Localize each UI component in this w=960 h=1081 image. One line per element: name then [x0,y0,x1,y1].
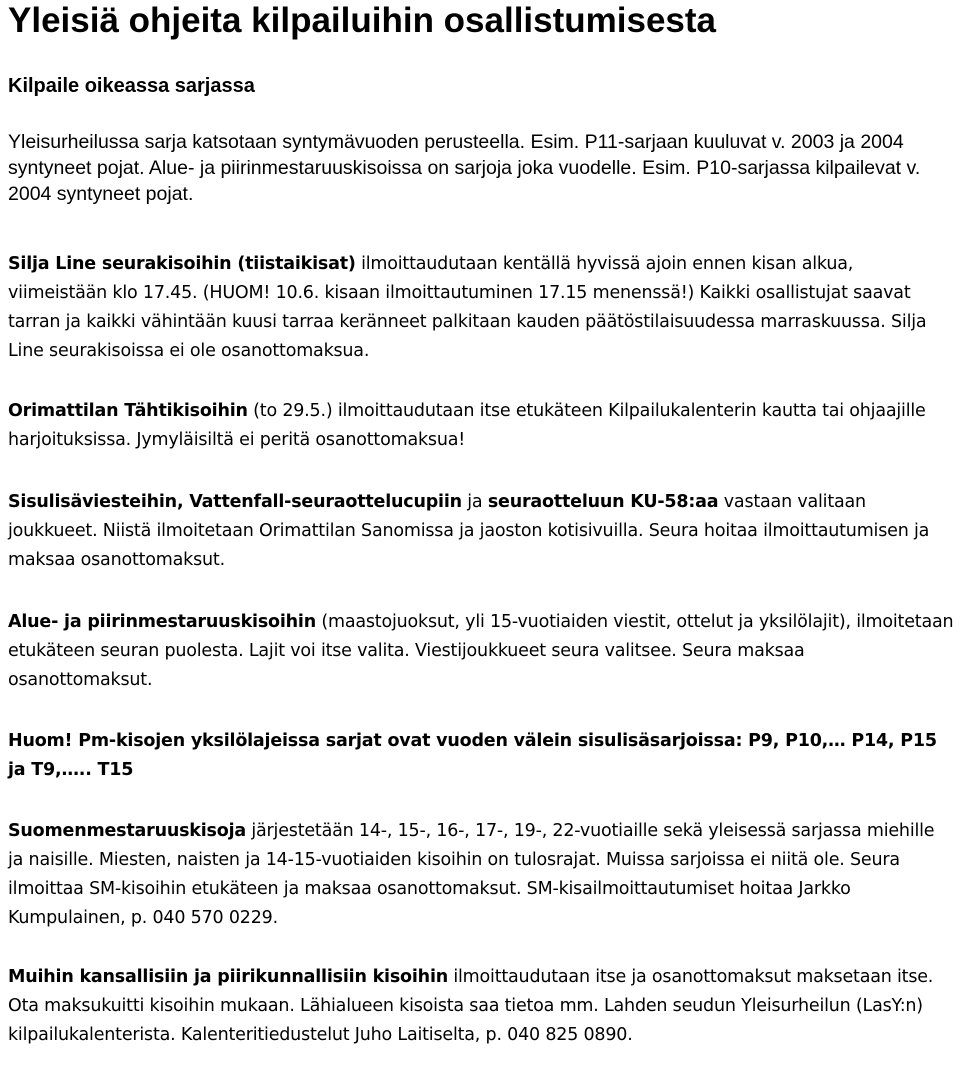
sm-heading: Suomenmestaruuskisoja [8,821,246,841]
alue-text: (maastojuoksut, yli 15-vuotiaiden viestit, ottelut ja yksilölajit), ilmoitetaan etukäteen seuran puolesta. Lajit voi itse valita. Viestijoukkueet seura valitsee. Seura maksaa osanottomaksut. [8,612,954,690]
page-title: Yleisiä ohjeita kilpailuihin osallistumisesta [8,1,717,40]
orimattila-paragraph [8,397,954,455]
section-heading: Kilpaile oikeassa sarjassa [8,75,255,97]
sisulisa-heading-2: seuraotteluun KU-58:aa [487,492,719,512]
muihin-text: ilmoittaudutaan itse ja osanottomaksut maksetaan itse. Ota maksukuitti kisoihin mukaan. Lähialueen kisoista saa tietoa mm. Lahden seudun Yleisurheilun (LasY:n) kilpailukalenterista. Kalenteritiedustelut Juho Laitiselta, p. 040 825 0890. [8,967,934,1045]
muihin-paragraph [8,963,954,1050]
alue-paragraph [8,608,954,695]
silja-line-heading: Silja Line seurakisoihin (tiistaikisat) [8,254,356,274]
orimattila-text: (to 29.5.) ilmoittaudutaan itse etukäteen Kilpailukalenterin kautta tai ohjaajille harjoituksissa. Jymyläisiltä ei peritä osanottomaksua! [8,401,926,450]
orimattila-heading: Orimattilan Tähtikisoihin [8,401,248,421]
alue-heading: Alue- ja piirinmestaruuskisoihin [8,612,316,632]
intro-paragraph: Yleisurheilussa sarja katsotaan syntymävuoden perusteella. Esim. P11-sarjaan kuuluvat v. 2003 ja 2004 syntyneet pojat. Alue- ja piirinmestaruuskisoissa on sarjoja joka vuodelle. Esim. P10-sarjassa kilpailevat v. 2004 syntyneet pojat. [8,131,921,205]
silja-line-paragraph [8,250,954,366]
sisulisa-paragraph [8,488,954,575]
huom-text: Huom! Pm-kisojen yksilölajeissa sarjat ovat vuoden välein sisulisäsarjoissa: P9, P10,… P14, P15 ja T9,….. T15 [8,731,937,780]
sisulisa-text-1: ja [461,492,488,512]
muihin-heading: Muihin kansallisiin ja piirikunnallisiin kisoihin [8,967,448,987]
sm-text: järjestetään 14-, 15-, 16-, 17-, 19-, 22-vuotiaille sekä yleisessä sarjassa miehille ja naisille. Miesten, naisten ja 14-15-vuotiaiden kisoihin on tulosrajat. Muissa sarjoissa ei niitä ole. Seura ilmoittaa SM-kisoihin etukäteen ja maksaa osanottomaksut. SM-kisailmoittautumiset hoitaa Jarkko Kumpulainen, p. 040 570 0229. [8,821,935,928]
sisulisa-text-2: vastaan valitaan joukkueet. Niistä ilmoitetaan Orimattilan Sanomissa ja jaoston kotisivuilla. Seura hoitaa ilmoittautumisen ja maksaa osanottomaksut. [8,492,930,570]
sm-paragraph [8,817,954,933]
silja-line-text: ilmoittaudutaan kentällä hyvissä ajoin ennen kisan alkua, viimeistään klo 17.45. (HUOM! 10.6. kisaan ilmoittautuminen 17.15 menenssä!) Kaikki osallistujat saavat tarran ja kaikki vähintään kuusi tarraa keränneet palkitaan kauden päätöstilaisuudessa marraskuussa. Silja Line seurakisoissa ei ole osanottomaksua. [8,254,927,361]
huom-paragraph [8,727,954,785]
sisulisa-heading: Sisulisäviesteihin, Vattenfall-seuraottelucupiin [8,492,462,512]
